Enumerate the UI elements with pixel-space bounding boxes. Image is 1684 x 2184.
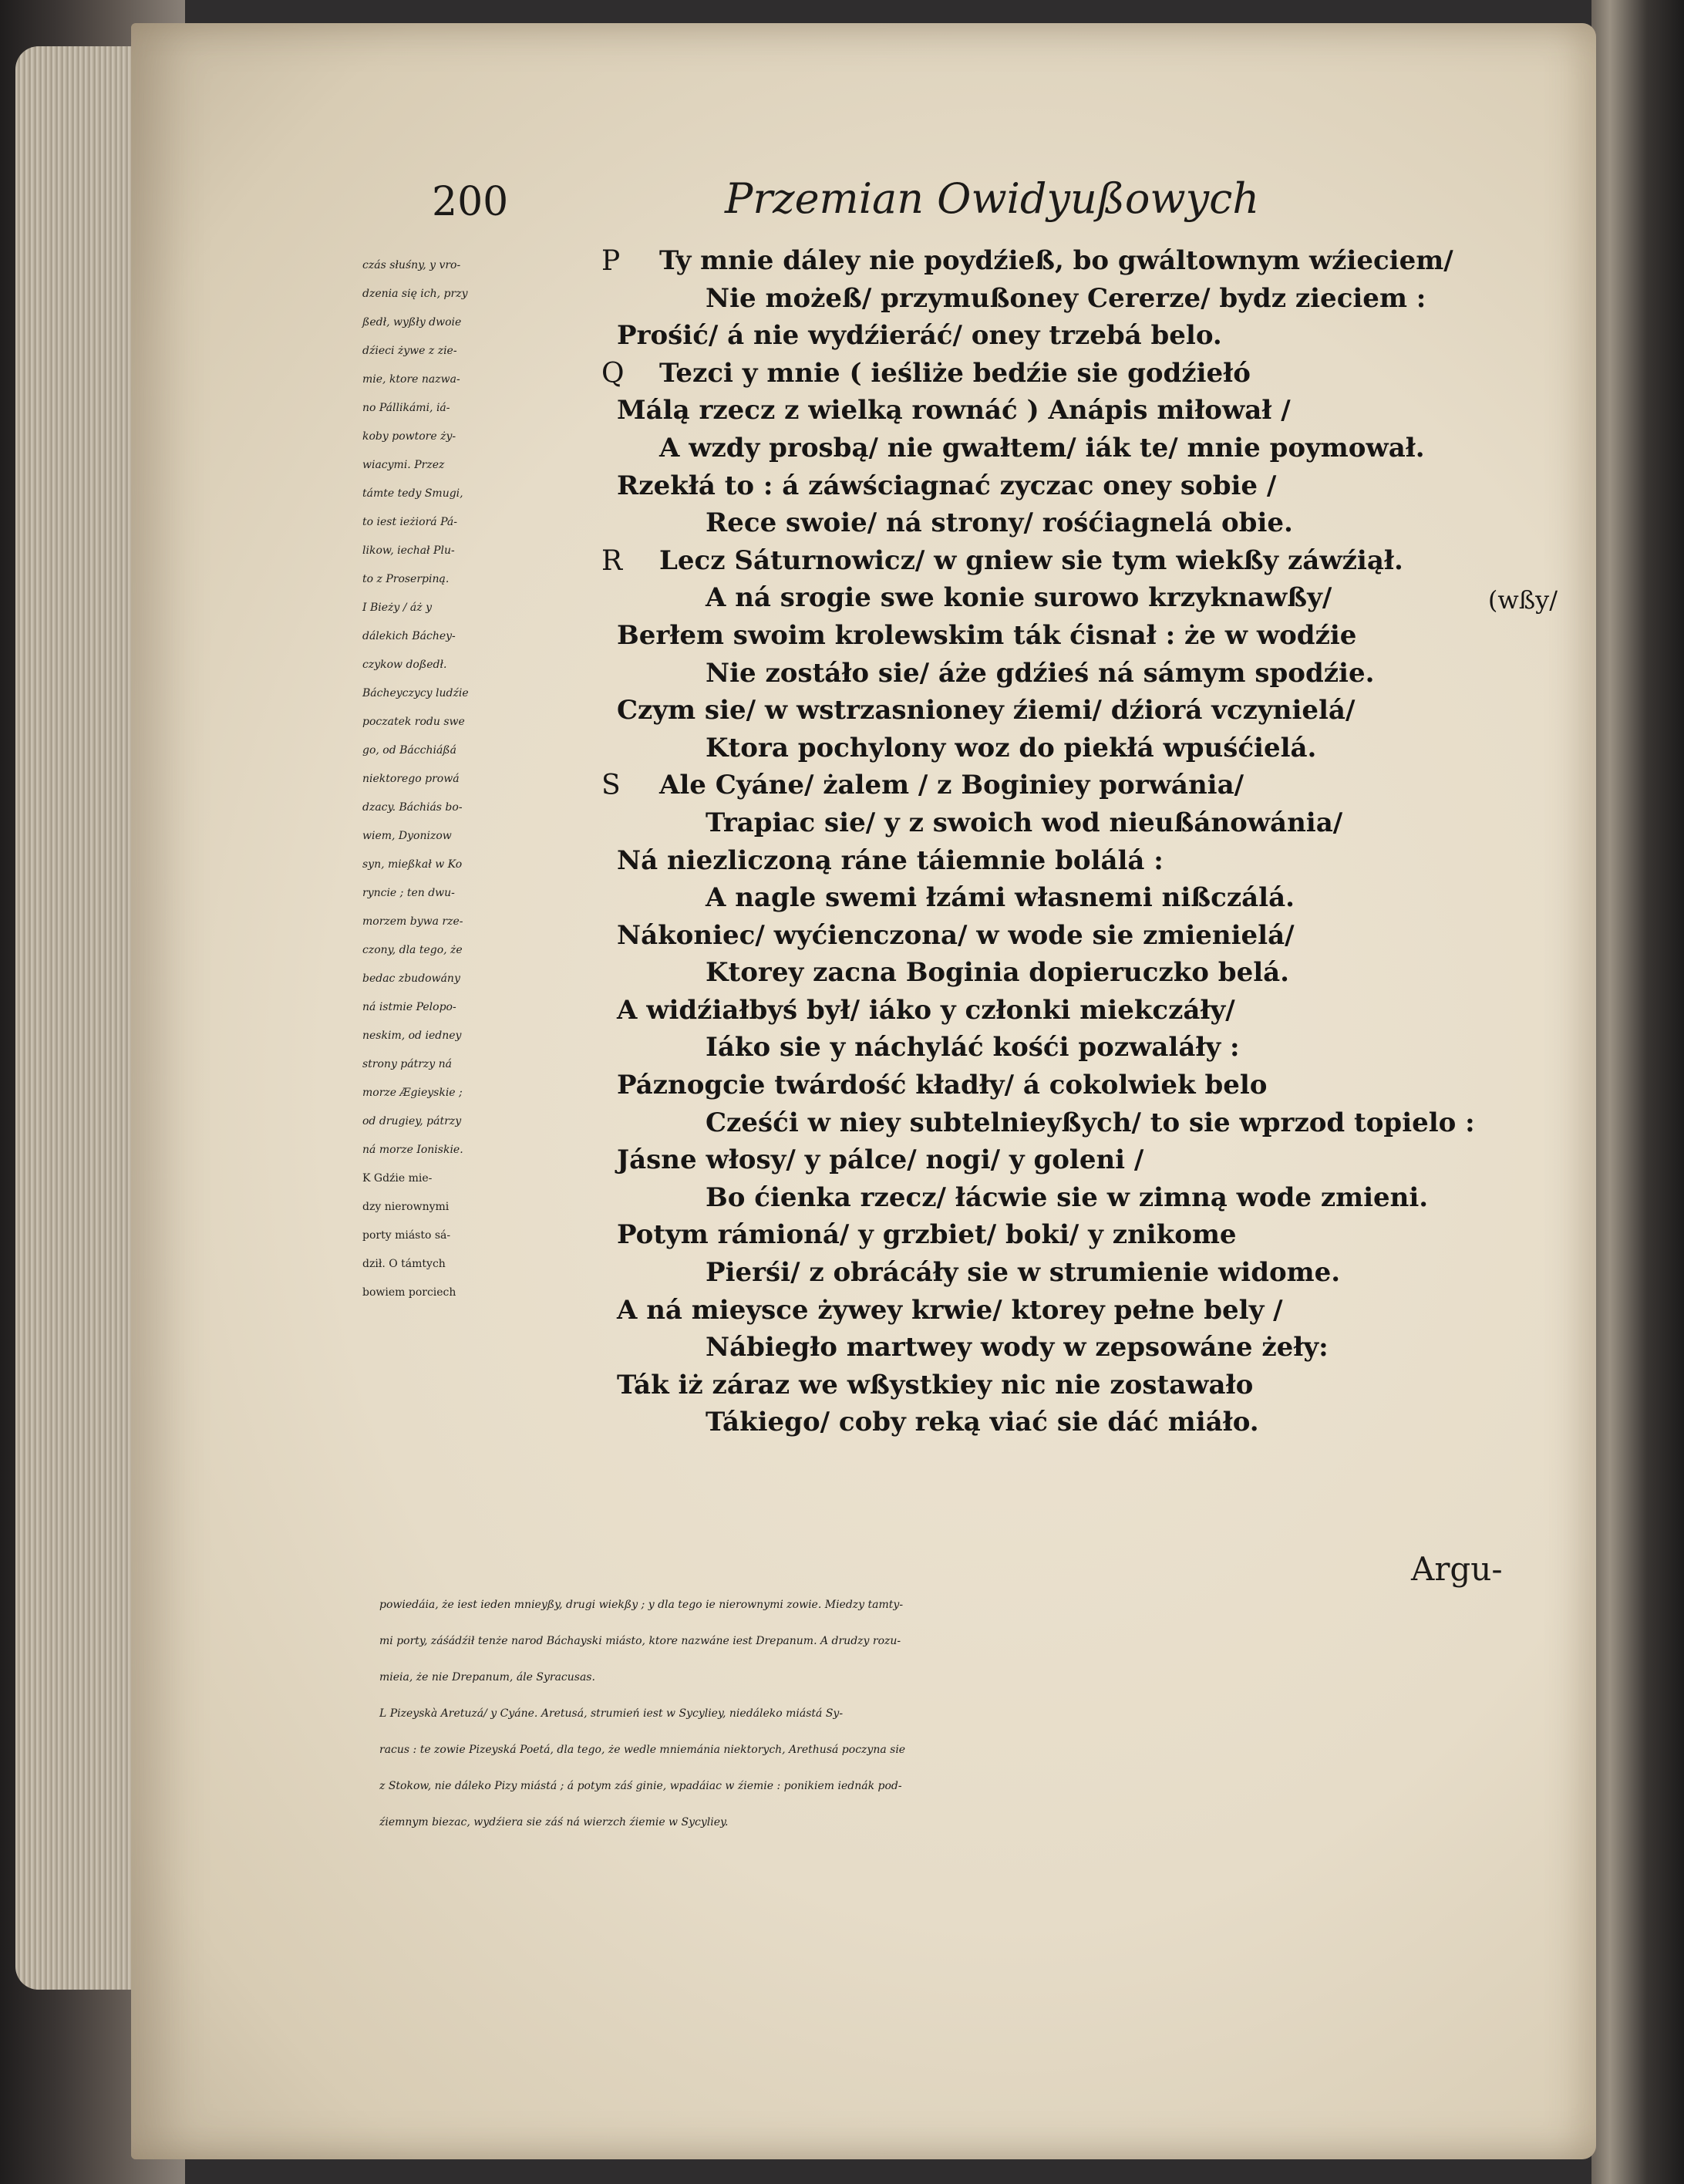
poem-line-text: Nákoniec/ wyćienczona/ w wode sie zmienielá/	[617, 919, 1295, 951]
poem-line	[601, 733, 1550, 770]
poem-line	[601, 1144, 1550, 1182]
margin-note-line: dźieci żywe z zie-	[362, 345, 457, 357]
poem-line	[601, 1219, 1550, 1257]
margin-note-line: ßedł, wyßły dwoie	[362, 316, 462, 329]
poem-line-text: Jásne włosy/ y pálce/ nogi/ y goleni /	[617, 1144, 1144, 1176]
margin-note-line: morze Ægieyskie ;	[362, 1087, 463, 1099]
margin-note-line: dzy nierownymi	[362, 1201, 450, 1213]
note-reference-letter: R	[601, 544, 623, 577]
margin-note-line: Bácheyczycy ludźie	[362, 687, 469, 699]
poem-line-text: Rzekłá to : á záwściagnać zyczac oney sobie /	[617, 470, 1277, 501]
poem-line-text: Cześći w niey subtelnieyßych/ to sie wprzod topielo :	[706, 1107, 1475, 1138]
poem-line-text: Iáko sie y náchyláć kośći pozwaláły :	[706, 1032, 1240, 1063]
footnote-line: powiedáia, że iest ieden mnieyßy, drugi wiekßy ; y dla tego ie nierownymi zowie. Miedzy tamty-	[379, 1599, 904, 1611]
margin-notes	[362, 251, 609, 1307]
running-title: Przemian Owidyußowych	[725, 174, 1260, 223]
footnote-line: mi porty, záśádźił tenże narod Báchayski miásto, ktore nazwáne iest Drepanum. A drudzy rozu-	[379, 1635, 901, 1647]
margin-note-line: I Bieży / áż y	[362, 602, 433, 614]
margin-note-line: bowiem porciech	[362, 1286, 456, 1299]
poem-line	[601, 582, 1558, 620]
poem-line	[601, 920, 1550, 958]
margin-note-line: to z Proserpiną.	[362, 573, 450, 585]
margin-note-line: czás słuśny, y vro-	[362, 259, 461, 271]
margin-note-line: niektorego prowá	[362, 773, 460, 785]
poem-line	[601, 807, 1550, 845]
poem-line-text: Lecz Sáturnowicz/ w gniew sie tym wiekßy záwźiął.	[659, 544, 1403, 576]
margin-note-line: syn, mießkał w Ko	[362, 858, 463, 871]
note-reference-letter: P	[601, 245, 621, 277]
margin-note-line: porty miásto sá-	[362, 1229, 451, 1242]
poem-line-text: Czym sie/ w wstrzasnioney źiemi/ dźiorá vczynielá/	[617, 695, 1356, 726]
margin-note-line: czykow doßedł.	[362, 659, 447, 671]
poem-line-text: Ná niezliczoną ráne táiemnie bolálá :	[617, 844, 1164, 876]
poem-line	[601, 995, 1550, 1033]
poem-line	[601, 845, 1550, 883]
margin-note-line: ryncie ; ten dwu-	[362, 887, 455, 899]
poem-line	[601, 658, 1550, 696]
footnote-line: racus : te zowie Pizeyská Poetá, dla tego, że wedle mniemánia niektorych, Arethusá poczyna sie	[379, 1744, 906, 1756]
poem-line-text: Ty mnie dáley nie poydźieß, bo gwáltownym wźieciem/	[659, 245, 1453, 276]
poem-line-text: A nagle swemi łzámi własnemi nißczálá.	[706, 882, 1295, 914]
argument-label: Argu-	[1411, 1550, 1503, 1588]
poem-line-text: Ták iż záraz we wßystkiey nic nie zostawało	[617, 1369, 1254, 1400]
margin-note-line: morzem bywa rze-	[362, 915, 463, 928]
note-reference-letter: Q	[601, 357, 625, 389]
poem-line	[601, 882, 1550, 920]
footnote-line: źiemnym biezac, wydźiera sie záś ná wierzch źiemie w Sycyliey.	[379, 1816, 729, 1828]
margin-note-line: poczatek rodu swe	[362, 716, 465, 728]
poem-text	[601, 245, 1558, 1444]
poem-line-text: Nábiegło martwey wody w zepsowáne żeły:	[706, 1332, 1329, 1363]
poem-line	[601, 1407, 1550, 1444]
poem-line	[601, 245, 1550, 283]
poem-line-text: A ná srogie swe konie surowo krzyknawßy/	[706, 582, 1332, 614]
poem-line	[601, 620, 1550, 658]
poem-line-text: Tákiego/ coby reką viać sie dáć miáło.	[706, 1407, 1259, 1438]
note-reference-letter: S	[601, 770, 621, 802]
poem-line	[601, 1257, 1550, 1295]
margin-note-line: wiem, Dyonizow	[362, 830, 452, 842]
margin-note-line: wiacymi. Przez	[362, 459, 445, 471]
margin-note-line: ná istmie Pelopo-	[362, 1001, 456, 1013]
poem-line-text: Potym rámioná/ y grzbiet/ boki/ y znikome	[617, 1219, 1237, 1251]
margin-note-line: neskim, od iedney	[362, 1030, 462, 1042]
poem-line-text: Prośić/ á nie wydźieráć/ oney trzebá belo.	[617, 320, 1222, 352]
poem-line-text: A widźiałbyś był/ iáko y członki miekczáły/	[617, 994, 1235, 1026]
margin-note-line: go, od Bácchiáßá	[362, 744, 456, 757]
poem-line-text: Ktorey zacna Boginia dopieruczko belá.	[706, 957, 1289, 989]
poem-line-text: Berłem swoim krolewskim ták ćisnał : że w wodźie	[617, 619, 1357, 651]
margin-note-line: strony pátrzy ná	[362, 1058, 453, 1070]
poem-line	[601, 1370, 1550, 1407]
poem-line	[601, 320, 1550, 358]
poem-line	[601, 545, 1550, 583]
poem-line	[601, 1107, 1550, 1145]
poem-line	[601, 507, 1550, 545]
poem-line	[601, 433, 1550, 470]
page-number: 200	[432, 179, 509, 225]
margin-note-line: dzacy. Báchiás bo-	[362, 801, 463, 814]
margin-note-line: koby powtore ży-	[362, 430, 456, 443]
margin-note-line: likow, iechał Plu-	[362, 544, 455, 557]
poem-line-text: Trapiac sie/ y z swoich wod nieußánowánia/	[706, 807, 1343, 838]
poem-line-text: Ktora pochylony woz do piekłá wpuśćielá.	[706, 732, 1317, 763]
margin-note-line: dzenia się ich, przy	[362, 288, 468, 300]
poem-line	[601, 1295, 1550, 1333]
bottom-notes	[379, 1587, 1528, 1841]
poem-line-text: Nie zostáło sie/ áże gdźieś ná sámym spodźie.	[706, 657, 1375, 689]
margin-note-line: mie, ktore nazwa-	[362, 373, 460, 386]
poem-line-text: Bo ćienka rzecz/ łácwie sie w zimną wode zmieni.	[706, 1181, 1429, 1213]
margin-note-line: ná morze Ioniskie.	[362, 1144, 463, 1156]
poem-line-text: A wzdy prosbą/ nie gwałtem/ iák te/ mnie poymował.	[659, 432, 1425, 463]
line-continuation: (wßy/	[1487, 585, 1558, 615]
poem-line	[601, 770, 1550, 807]
poem-line-text: Nie możeß/ przymußoney Cererze/ bydz zieciem :	[706, 282, 1426, 314]
poem-line-text: A ná mieysce żywey krwie/ ktorey pełne bely /	[617, 1294, 1283, 1326]
poem-line	[601, 695, 1550, 733]
poem-line-text: Málą rzecz z wielką rownáć ) Anápis miłował /	[617, 395, 1291, 426]
margin-note-line: dálekich Báchey-	[362, 630, 456, 642]
poem-line	[601, 358, 1550, 396]
poem-line-text: Ale Cyáne/ żalem / z Boginiey porwánia/	[659, 770, 1244, 801]
footnote-line: z Stokow, nie dáleko Pizy miástá ; á potym záś ginie, wpadáiac w źiemie : ponikiem iednák pod-	[379, 1780, 902, 1792]
poem-line	[601, 1070, 1550, 1107]
poem-line-text: Páznogcie twárdość kładły/ á cokolwiek belo	[617, 1070, 1268, 1101]
poem-line	[601, 957, 1550, 995]
footnote-line: L Pizeyskà Aretuzá/ y Cyáne. Aretusá, strumień iest w Sycyliey, niedáleko miástá Sy-	[379, 1707, 844, 1720]
margin-note-line: K Gdźie mie-	[362, 1172, 433, 1185]
poem-line	[601, 1182, 1550, 1220]
poem-line-text: Pierśi/ z obrácáły sie w strumienie widome.	[706, 1257, 1341, 1289]
poem-line-text: Tezci y mnie ( ieśliże bedźie sie godźiełó	[659, 357, 1251, 389]
margin-note-line: czony, dla tego, że	[362, 944, 463, 956]
poem-line	[601, 1032, 1550, 1070]
margin-note-line: dził. O támtych	[362, 1258, 446, 1270]
margin-note-line: od drugiey, pátrzy	[362, 1115, 462, 1127]
page-header	[432, 174, 1511, 241]
poem-line-text: Rece swoie/ ná strony/ rośćiagnelá obie.	[706, 507, 1293, 539]
margin-note-line: no Pállikámi, iá-	[362, 402, 450, 414]
footnote-line: mieia, że nie Drepanum, ále Syracusas.	[379, 1671, 595, 1684]
margin-note-line: to iest ieżiorá Pá-	[362, 516, 457, 528]
poem-line	[601, 395, 1550, 433]
margin-note-line: támte tedy Smugi,	[362, 487, 463, 500]
poem-line	[601, 283, 1550, 321]
book-right-edge	[1591, 0, 1684, 2184]
margin-note-line: bedac zbudowány	[362, 972, 460, 985]
poem-line	[601, 1332, 1550, 1370]
poem-line	[601, 470, 1550, 508]
